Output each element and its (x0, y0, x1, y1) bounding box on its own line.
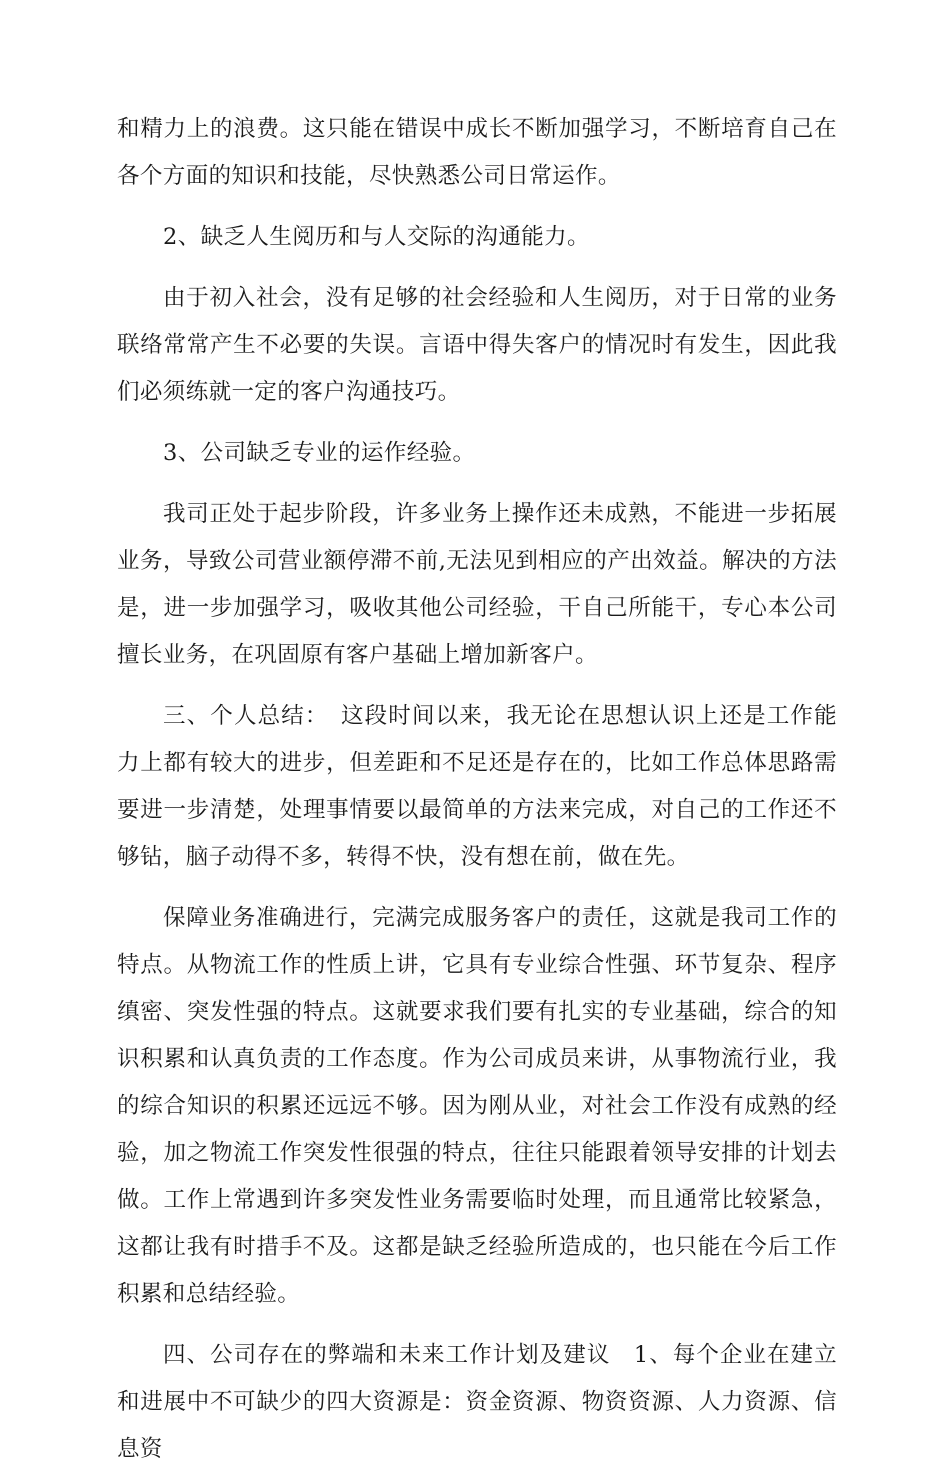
item-2-heading: 2、缺乏人生阅历和与人交际的沟通能力。 (163, 224, 590, 250)
section-4-heading: 四、公司存在的弊端和未来工作计划及建议 1、每个企业在建立和进展中不可缺少的四大资源是：资金资源、物资资源、人力资源、信息资 (117, 1342, 837, 1462)
item-3-heading: 3、公司缺乏专业的运作经验。 (163, 440, 476, 466)
item-3-body: 我司正处于起步阶段，许多业务上操作还未成熟，不能进一步拓展业务，导致公司营业额停滞不前,无法见到相应的产出效益。解决的方法是，进一步加强学习，吸收其他公司经验，干自己所能干，专心本公司擅长业务，在巩固原有客户基础上增加新客户。 (117, 501, 837, 668)
section-3-personal-summary: 三、个人总结： 这段时间以来，我无论在思想认识上还是工作能力上都有较大的进步，但差距和不足还是存在的，比如工作总体思路需要进一步清楚，处理事情要以最简单的方法来完成，对自己的工作还不够钻，脑子动得不多，转得不快，没有想在前，做在先。 (117, 703, 837, 870)
item-2-body: 由于初入社会，没有足够的社会经验和人生阅历，对于日常的业务联络常常产生不必要的失误。言语中得失客户的情况时有发生，因此我们必须练就一定的客户沟通技巧。 (117, 285, 837, 405)
section-3-body: 保障业务准确进行，完满完成服务客户的责任，这就是我司工作的特点。从物流工作的性质上讲，它具有专业综合性强、环节复杂、程序缜密、突发性强的特点。这就要求我们要有扎实的专业基础，综合的知识积累和认真负责的工作态度。作为公司成员来讲，从事物流行业，我的综合知识的积累还远远不够。因为刚从业，对社会工作没有成熟的经验，加之物流工作突发性很强的特点，往往只能跟着领导安排的计划去做。工作上常遇到许多突发性业务需要临时处理，而且通常比较紧急，这都让我有时措手不及。这都是缺乏经验所造成的，也只能在今后工作积累和总结经验。 (117, 905, 837, 1307)
document-body (117, 106, 837, 1473)
paragraph-continuation: 和精力上的浪费。这只能在错误中成长不断加强学习，不断培育自己在各个方面的知识和技能，尽快熟悉公司日常运作。 (117, 116, 837, 189)
